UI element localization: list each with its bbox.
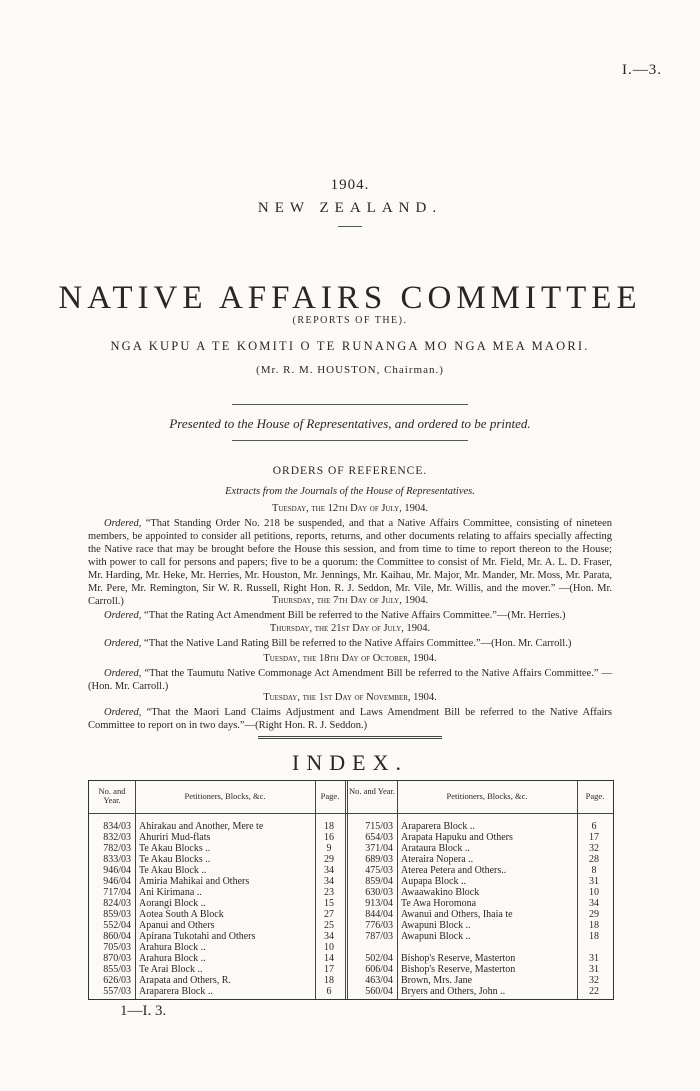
order-text (88, 637, 612, 650)
index-number: 913/04 (365, 898, 393, 909)
index-page: 17 (589, 832, 599, 843)
index-petitioner: Bishop's Reserve, Masterton (401, 953, 516, 964)
index-petitioner: Aorangi Block .. (139, 898, 206, 909)
index-page: 10 (324, 942, 334, 953)
signature-mark: 1—I. 3. (120, 1003, 167, 1019)
index-number: 557/03 (103, 986, 131, 997)
index-page: 29 (324, 854, 334, 865)
index-page: 18 (324, 821, 334, 832)
index-number: 626/03 (103, 975, 131, 986)
order-date: Thursday, the 21st Day of July, 1904. (269, 623, 431, 634)
ordered-label: Ordered, (104, 610, 142, 621)
index-page: 23 (324, 887, 334, 898)
index-page: 28 (589, 854, 599, 865)
index-page: 15 (324, 898, 334, 909)
index-number: 463/04 (365, 975, 393, 986)
index-page: 34 (324, 876, 334, 887)
index-petitioner: Arahura Block .. (139, 953, 206, 964)
index-page: 10 (589, 887, 599, 898)
index-petitioner: Arapata and Others, R. (139, 975, 231, 986)
year: 1904. (330, 177, 370, 193)
index-petitioner: Ani Kirimana .. (139, 887, 202, 898)
divider (232, 440, 468, 441)
header-page: Page. (585, 791, 605, 801)
page-title: NATIVE AFFAIRS COMMITTEE (58, 280, 642, 316)
order-body: “That the Maori Land Claims Adjustment and Laws Amendment Bill be referred to the Native Affairs Committee to report on in two days.”—(Right Hon. R. J. Seddon.) (88, 707, 613, 731)
index-number: 717/04 (103, 887, 131, 898)
divider (258, 736, 442, 739)
order-body: “That the Rating Act Amendment Bill be referred to the Native Affairs Committee.”—(Mr. Herries.) (144, 610, 566, 621)
index-number: 860/04 (103, 931, 131, 942)
index-page: 6 (591, 821, 597, 832)
index-petitioner: Apirana Tukotahi and Others (139, 931, 256, 942)
index-page: 18 (589, 931, 599, 942)
index-number: 870/03 (103, 953, 131, 964)
index-petitioner: Bishop's Reserve, Masterton (401, 964, 516, 975)
index-petitioner: Te Akau Blocks .. (139, 843, 211, 854)
index-petitioner: Araparera Block .. (401, 821, 475, 832)
index-petitioner: Apanui and Others (139, 920, 215, 931)
index-petitioner: Ateraira Nopera .. (401, 854, 474, 865)
index-number: 832/03 (103, 832, 131, 843)
index-number: 502/04 (365, 953, 393, 964)
index-page: 31 (589, 876, 599, 887)
header-rule (89, 813, 613, 814)
presented-note: Presented to the House of Representatives, and ordered to be printed. (169, 416, 531, 431)
index-page: 34 (589, 898, 599, 909)
order-date: Tuesday, the 12th Day of July, 1904. (272, 503, 428, 514)
index-petitioner: Aotea South A Block (139, 909, 224, 920)
index-page: 22 (589, 986, 599, 997)
index-petitioner: Awanui and Others, Ihaia te (401, 909, 513, 920)
index-number: 855/03 (103, 964, 131, 975)
index-number: 844/04 (365, 909, 393, 920)
index-petitioner: Te Akau Block .. (139, 865, 207, 876)
index-number: 552/04 (103, 920, 131, 931)
index-number: 946/04 (103, 876, 131, 887)
index-number: 782/03 (103, 843, 131, 854)
index-number: 606/04 (365, 964, 393, 975)
header-page: Page. (320, 791, 340, 801)
divider (232, 404, 468, 405)
index-number: 715/03 (365, 821, 393, 832)
index-number: 833/03 (103, 854, 131, 865)
index-petitioner: Awapuni Block .. (401, 920, 471, 931)
index-page: 18 (589, 920, 599, 931)
divider (338, 226, 362, 227)
index-page: 27 (324, 909, 334, 920)
index-number: 654/03 (365, 832, 393, 843)
order-date: Tuesday, the 1st Day of November, 1904. (263, 692, 437, 703)
index-page: 31 (589, 953, 599, 964)
index-number: 475/03 (365, 865, 393, 876)
extracts-note: Extracts from the Journals of the House of Representatives. (225, 486, 475, 497)
index-number: 560/04 (365, 986, 393, 997)
index-petitioner: Brown, Mrs. Jane (401, 975, 473, 986)
index-page: 32 (589, 843, 599, 854)
index-number: 824/03 (103, 898, 131, 909)
chairman: (Mr. R. M. HOUSTON, Chairman.) (256, 364, 444, 376)
index-page: 9 (326, 843, 332, 854)
index-petitioner: Bryers and Others, John .. (401, 986, 506, 997)
index-page: 16 (324, 832, 334, 843)
index-page: 18 (324, 975, 334, 986)
index-page: 29 (589, 909, 599, 920)
country: NEW ZEALAND. (257, 200, 443, 216)
index-page: 8 (591, 865, 597, 876)
index-petitioner: Ahuriri Mud-flats (139, 832, 211, 843)
order-text (88, 609, 612, 622)
ordered-label: Ordered, (104, 518, 142, 529)
header-petitioners: Petitioners, Blocks, &c. (184, 791, 266, 801)
index-number: 776/03 (365, 920, 393, 931)
order-body: “That the Taumutu Native Commonage Act Amendment Bill be referred to the Native Affairs Committee.” —(Hon. Mr. Carroll.) (88, 668, 613, 692)
index-number: 371/04 (365, 843, 393, 854)
index-petitioner: Amiria Mahikai and Others (139, 876, 250, 887)
index-petitioner: Arapata Hapuku and Others (401, 832, 513, 843)
index-page: 34 (324, 865, 334, 876)
index-page: 32 (589, 975, 599, 986)
ordered-label: Ordered, (104, 638, 142, 649)
index-petitioner: Awaawakino Block (401, 887, 480, 898)
index-table (88, 780, 614, 1000)
index-petitioner: Awapuni Block .. (401, 931, 471, 942)
subtitle: (REPORTS OF THE). (292, 315, 408, 326)
index-number: 834/03 (103, 821, 131, 832)
index-number: 689/03 (365, 854, 393, 865)
index-number: 859/04 (365, 876, 393, 887)
order-date: Tuesday, the 18th Day of October, 1904. (263, 653, 437, 664)
ordered-label: Ordered, (104, 668, 142, 679)
index-page: 17 (324, 964, 334, 975)
index-petitioner: Araparera Block .. (139, 986, 213, 997)
order-body: “That Standing Order No. 218 be suspended, and that a Native Affairs Committee, consisting of nineteen members, be appointed to consider all petitions, reports, returns, and other documents relating to affairs specially affecting the Native race that may be brought before the House this session, and from time to time to report thereon to the House; with power to call for persons and papers; five to be a quorum: the Committee to consist of Mr. Field, Mr. A. L. D. Fraser, Mr. Harding, Mr. Heke, Mr. Herries, Mr. Houston, Mr. Jennings, Mr. Kaihau, Mr. Major, Mr. Mander, Mr. Moss, Mr. Parata, Mr. Pere, Mr. Remington, Sir W. R. Russell, Right Hon. R. J. Seddon, Mr. Vile, Mr. Willis, and the mover.” —(Hon. Mr. Carroll.) (88, 518, 612, 607)
index-petitioner: Aupapa Block .. (401, 876, 466, 887)
index-page: 14 (324, 953, 334, 964)
index-page: 6 (326, 986, 332, 997)
index-number: 630/03 (365, 887, 393, 898)
index-number: 859/03 (103, 909, 131, 920)
index-number: 787/03 (365, 931, 393, 942)
index-page: 31 (589, 964, 599, 975)
header-petitioners: Petitioners, Blocks, &c. (446, 791, 528, 801)
index-page: 34 (324, 931, 334, 942)
index-petitioner: Te Awa Horomona (401, 898, 477, 909)
header-no-year: No. and Year. (98, 786, 126, 805)
index-petitioner: Te Arai Block .. (139, 964, 203, 975)
index-number: 705/03 (103, 942, 131, 953)
index-petitioner: Arahura Block .. (139, 942, 206, 953)
order-text (88, 667, 612, 693)
ordered-label: Ordered, (104, 707, 142, 718)
index-petitioner: Ahirakau and Another, Mere te (139, 821, 264, 832)
header-no-year: No. and Year. (348, 786, 396, 796)
order-text (88, 706, 612, 732)
index-title: INDEX. (292, 750, 408, 775)
index-petitioner: Te Akau Blocks .. (139, 854, 211, 865)
maori-title: NGA KUPU A TE KOMITI O TE RUNANGA MO NGA MEA MAORI. (110, 339, 590, 353)
index-petitioner: Aterea Petera and Others.. (401, 865, 507, 876)
index-number: 946/04 (103, 865, 131, 876)
order-body: “That the Native Land Rating Bill be referred to the Native Affairs Committee.”—(Hon. Mr. Carroll.) (144, 638, 572, 649)
index-page: 25 (324, 920, 334, 931)
index-petitioner: Arataura Block .. (401, 843, 470, 854)
page-reference: I.—3. (622, 62, 662, 78)
orders-heading: ORDERS OF REFERENCE. (272, 465, 428, 477)
order-date: Thursday, the 7th Day of July, 1904. (271, 595, 429, 606)
